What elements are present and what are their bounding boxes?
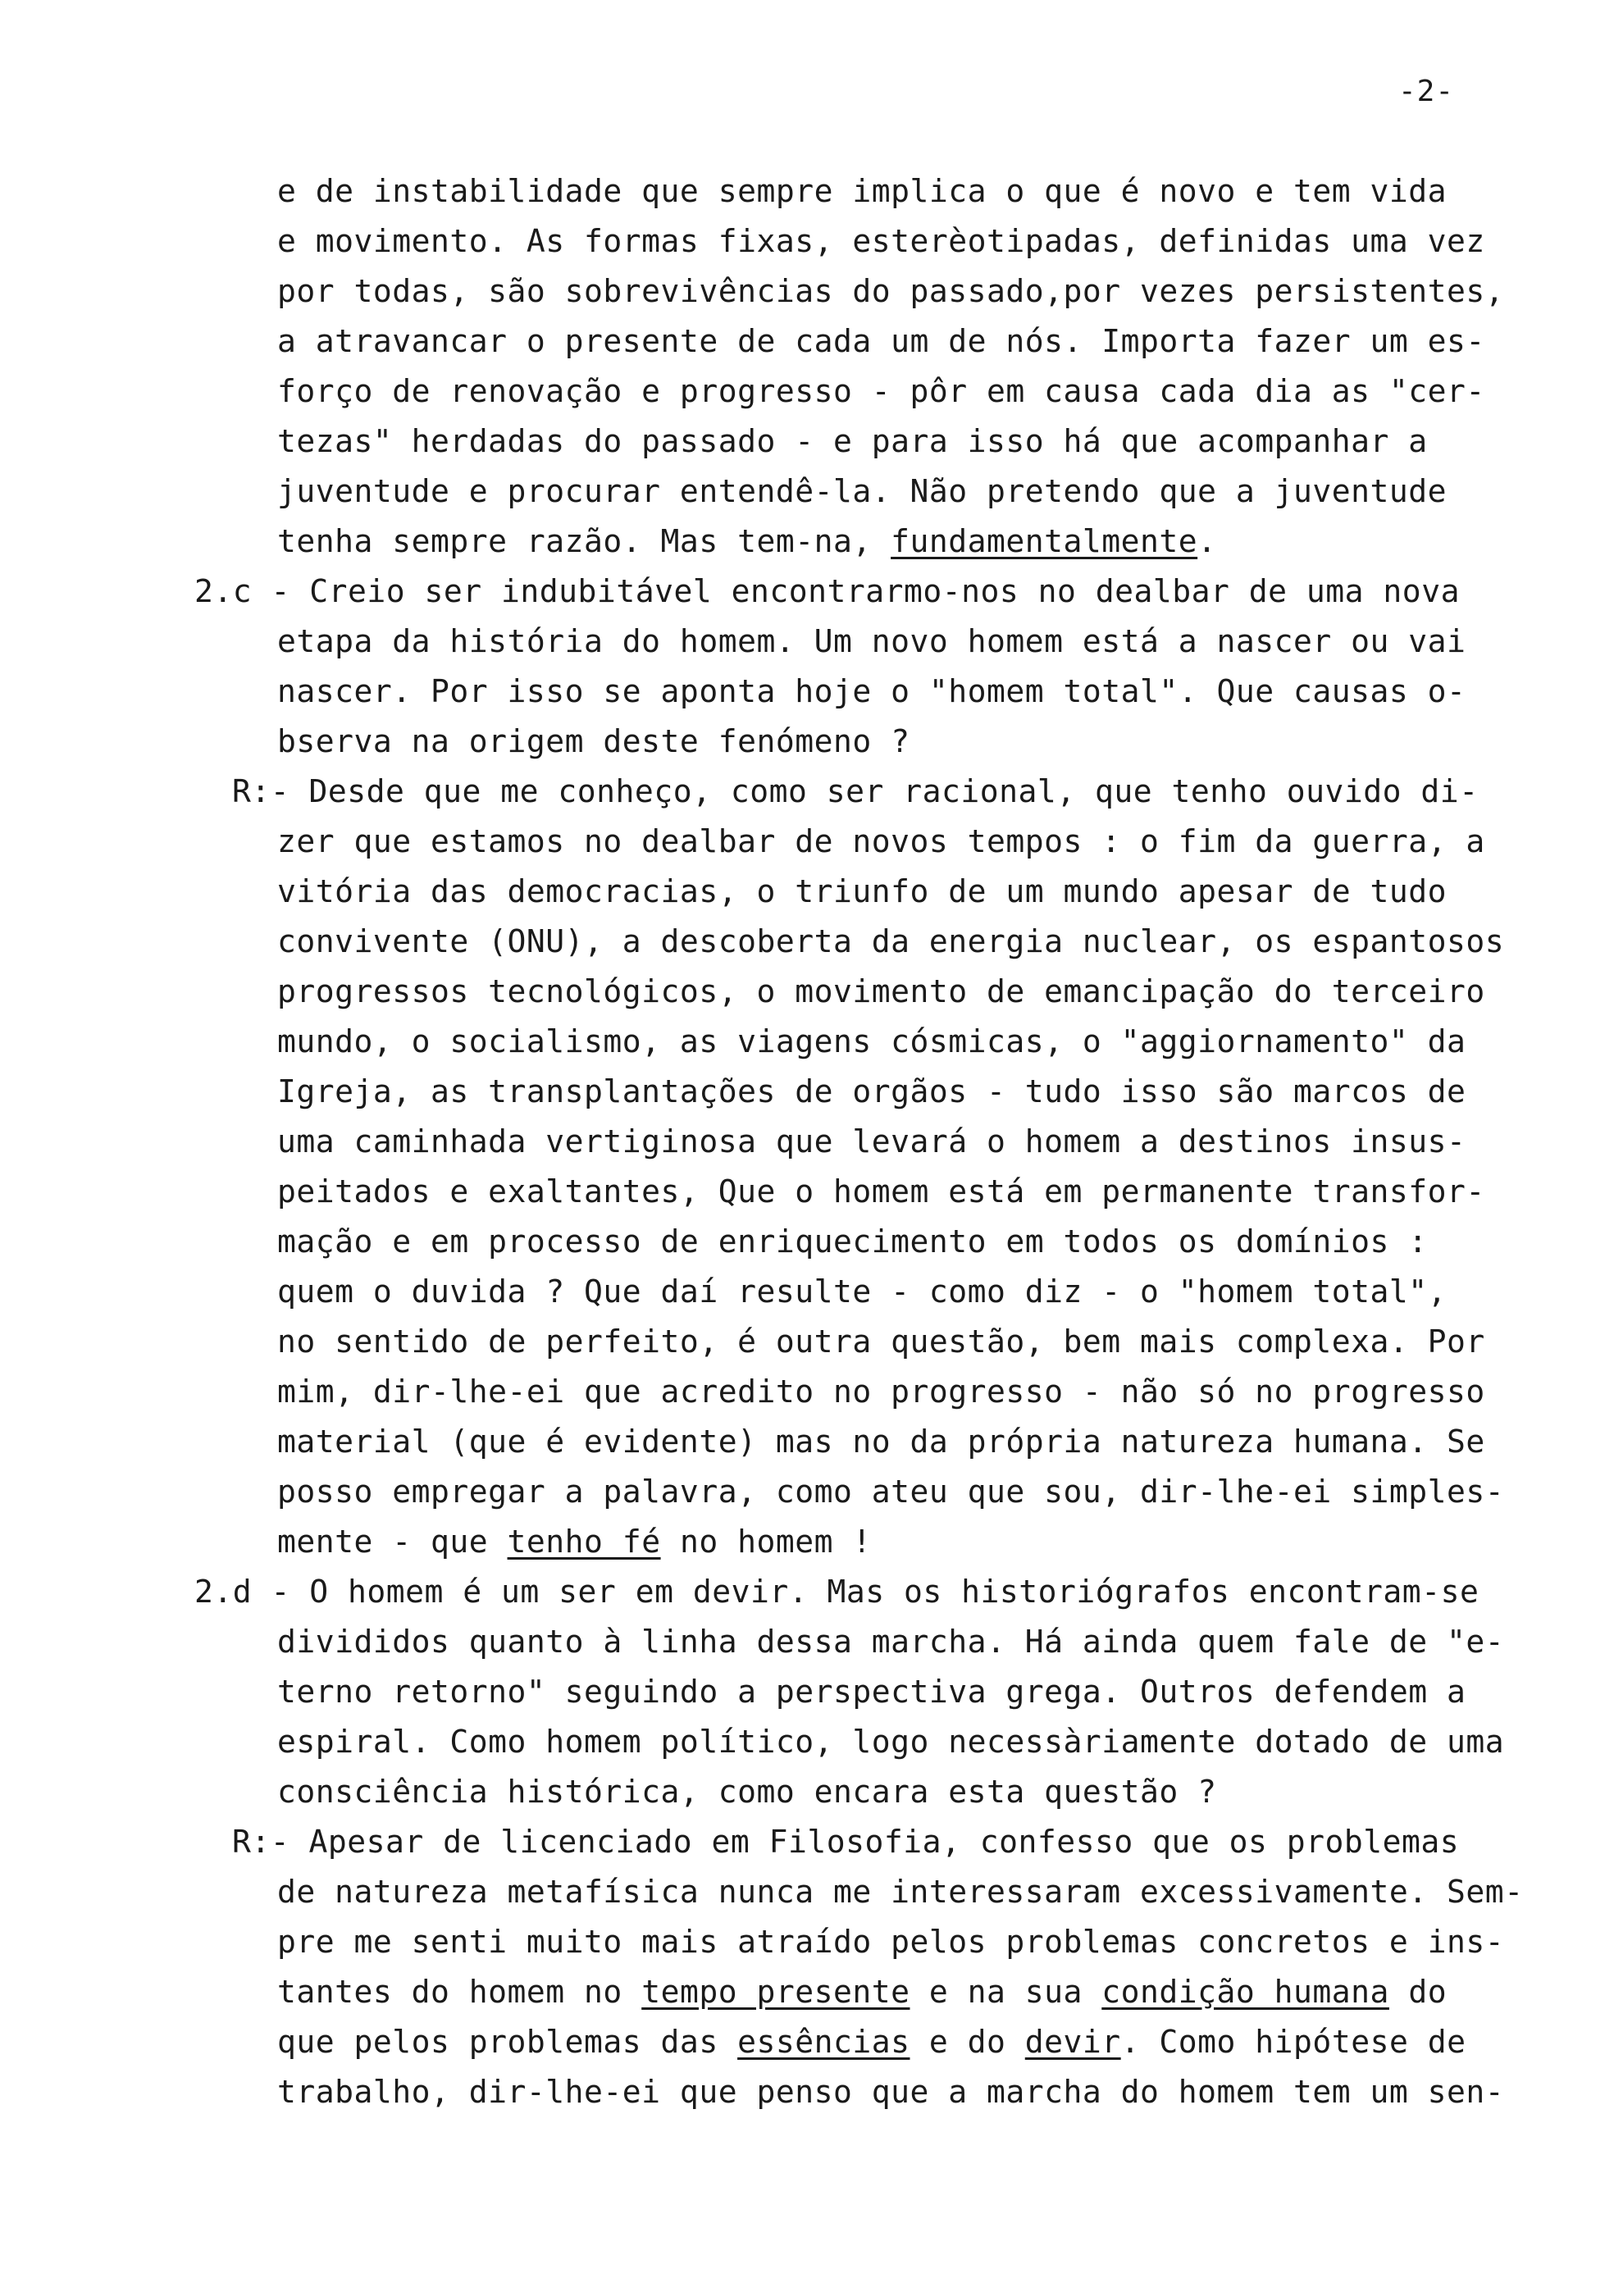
text-line: Igreja, as transplantações de orgãos - tudo isso são marcos de [277, 1073, 1466, 1109]
question-2c: 2.c - Creio ser indubitável encontrarmo-nos no dealbar de uma nova [194, 573, 1460, 609]
text-line: e movimento. As formas fixas, esterèotipadas, definidas uma vez [277, 223, 1485, 259]
underlined-word: devir [1024, 2024, 1121, 2060]
text-line: convivente (ONU), a descoberta da energia nuclear, os espantosos [277, 923, 1505, 959]
text-line: no sentido de perfeito, é outra questão, bem mais complexa. Por [277, 1323, 1485, 1360]
text-line: progressos tecnológicos, o movimento de emancipação do terceiro [277, 973, 1485, 1009]
text-line: quem o duvida ? Que daí resulte - como diz - o "homem total", [277, 1273, 1448, 1310]
text-line: espiral. Como homem político, logo necessàriamente dotado de uma [277, 1724, 1505, 1760]
text-line: uma caminhada vertiginosa que levará o homem a destinos insus- [277, 1123, 1466, 1159]
text-line: mação e em processo de enriquecimento em todos os domínios : [277, 1223, 1428, 1260]
text-line: vitória das democracias, o triunfo de um mundo apesar de tudo [277, 873, 1448, 909]
text-line: zer que estamos no dealbar de novos tempos : o fim da guerra, a [277, 823, 1485, 859]
page-number: -2- [1398, 75, 1455, 108]
text-line: material (que é evidente) mas no da própria natureza humana. Se [277, 1424, 1485, 1460]
text-line: forço de renovação e progresso - pôr em causa cada dia as "cer- [277, 373, 1485, 409]
text-line: juventude e procurar entendê-la. Não pretendo que a juventude [277, 473, 1448, 509]
text-line: de natureza metafísica nunca me interessaram excessivamente. Sem- [277, 1874, 1524, 1910]
underlined-word: condição humana [1101, 1974, 1389, 2010]
text-line: tenha sempre razão. Mas tem-na, fundamentalmente. [277, 523, 1217, 559]
text-line: pre me senti muito mais atraído pelos problemas concretos e ins- [277, 1924, 1505, 1960]
answer-2d: R:- Apesar de licenciado em Filosofia, confesso que os problemas [232, 1824, 1460, 1860]
underlined-word: fundamentalmente [891, 523, 1198, 559]
question-2d: 2.d - O homem é um ser em devir. Mas os historiógrafos encontram-se [194, 1574, 1480, 1610]
text-line: divididos quanto à linha dessa marcha. Há ainda quem fale de "e- [277, 1624, 1505, 1660]
underlined-word: tenho fé [507, 1524, 661, 1560]
text-line: tantes do homem no tempo presente e na sua condição humana do [277, 1974, 1448, 2010]
text-line: mundo, o socialismo, as viagens cósmicas, o "aggiornamento" da [277, 1023, 1466, 1059]
answer-2c: R:- Desde que me conheço, como ser racional, que tenho ouvido di- [232, 773, 1479, 809]
text-line: mente - que tenho fé no homem ! [277, 1524, 872, 1560]
underlined-word: tempo presente [641, 1974, 910, 2010]
text-line: e de instabilidade que sempre implica o que é novo e tem vida [277, 173, 1448, 209]
text-line: posso empregar a palavra, como ateu que sou, dir-lhe-ei simples- [277, 1474, 1505, 1510]
text-line: etapa da história do homem. Um novo homem está a nascer ou vai [277, 623, 1466, 659]
text-line: terno retorno" seguindo a perspectiva grega. Outros defendem a [277, 1674, 1466, 1710]
text-line: trabalho, dir-lhe-ei que penso que a marcha do homem tem um sen- [277, 2074, 1505, 2110]
text-line: a atravancar o presente de cada um de nós. Importa fazer um es- [277, 323, 1485, 359]
text-line: peitados e exaltantes, Que o homem está em permanente transfor- [277, 1173, 1485, 1210]
text-line: bserva na origem deste fenómeno ? [277, 723, 910, 759]
text-line: tezas" herdadas do passado - e para isso há que acompanhar a [277, 423, 1428, 459]
text-line: por todas, são sobrevivências do passado,por vezes persistentes, [277, 273, 1505, 309]
underlined-word: essências [737, 2024, 910, 2060]
text-line: mim, dir-lhe-ei que acredito no progresso - não só no progresso [277, 1374, 1485, 1410]
text-line: nascer. Por isso se aponta hoje o "homem total". Que causas o- [277, 673, 1466, 709]
text-line: consciência histórica, como encara esta questão ? [277, 1774, 1217, 1810]
text-line: que pelos problemas das essências e do devir. Como hipótese de [277, 2024, 1466, 2060]
